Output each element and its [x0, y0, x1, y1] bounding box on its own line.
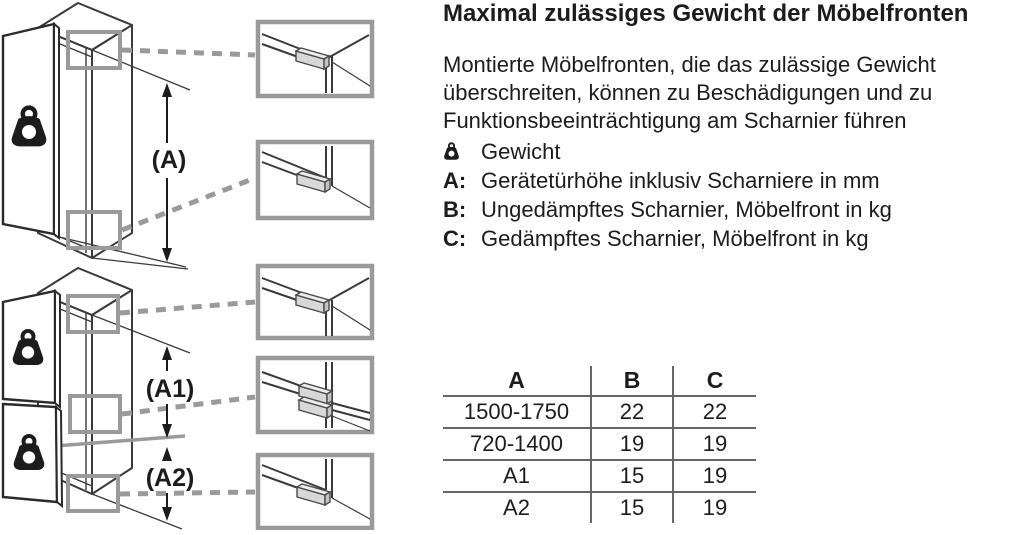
legend-item-weight — [443, 137, 892, 166]
table-row — [443, 460, 756, 492]
cell-b-value: 19 — [591, 428, 673, 460]
legend-item-key: B: — [443, 196, 467, 222]
weight-table — [443, 366, 756, 523]
legend-item-a — [443, 166, 892, 195]
dimension-a1 — [146, 346, 195, 438]
cell-c-value: 19 — [673, 428, 756, 460]
furniture-front-panel — [3, 24, 59, 238]
furniture-front-panel-upper — [3, 291, 60, 407]
dimension-label-a: (A) — [151, 146, 187, 174]
weight-icon — [443, 142, 481, 161]
legend-item-key: A: — [443, 167, 467, 193]
hinge-callout-box-bottom — [68, 212, 120, 248]
table-row — [443, 492, 756, 523]
dimension-a — [152, 83, 187, 262]
dimension-extension-lines — [92, 315, 190, 529]
legend — [443, 137, 892, 253]
callout-connector-line — [120, 302, 255, 313]
callout-connector-line — [122, 50, 255, 55]
text-column — [443, 0, 1021, 530]
single-door-unit-figure — [3, 3, 372, 269]
dimension-a2 — [146, 447, 195, 521]
callout-connector-line — [120, 492, 255, 494]
double-door-unit-figure — [3, 266, 372, 529]
intro-line: Funktionsbeeinträchtigung am Scharnier führen — [443, 108, 907, 133]
legend-item-b — [443, 195, 892, 224]
detail-view-middle-hinge-double — [258, 358, 372, 432]
cell-b-value: 15 — [591, 492, 673, 523]
legend-item-label: Gewicht — [481, 138, 561, 164]
detail-view-bottom-hinge-double — [258, 455, 372, 528]
intro-line: überschreiten, können zu Beschädigungen und zu — [443, 80, 933, 105]
cell-a1-label: A1 — [443, 460, 591, 492]
table-row — [443, 428, 756, 460]
cell-c-value: 22 — [673, 396, 756, 428]
legend-item-key: C: — [443, 225, 467, 251]
door-split-line — [55, 436, 185, 446]
legend-item-label: Gerätetürhöhe inklusiv Scharniere in mm — [481, 167, 880, 193]
dimension-label-a2: (A2) — [145, 464, 195, 492]
detail-view-bottom-hinge-single — [258, 142, 372, 218]
cell-b-value: 15 — [591, 460, 673, 492]
table-header-a: A — [443, 366, 591, 396]
table-header-b: B — [591, 366, 673, 396]
cell-a2-label: A2 — [503, 495, 530, 520]
cell-a-range-2: 720-1400 — [443, 428, 591, 460]
cell-c-value: 19 — [673, 460, 756, 492]
cell-c-value: 19 — [673, 492, 756, 523]
detail-view-top-hinge-double — [258, 266, 372, 338]
intro-paragraph — [443, 51, 936, 135]
table-header-c: C — [673, 366, 756, 396]
legend-item-label: Gedämpftes Scharnier, Möbelfront in kg — [481, 225, 869, 251]
cell-a-range-1: 1500-1750 — [443, 396, 591, 428]
callout-connector-line — [122, 178, 255, 230]
table-row — [443, 396, 756, 428]
installation-diagram-svg — [0, 0, 440, 530]
furniture-front-panel-lower — [3, 404, 62, 506]
detail-view-top-hinge-single — [258, 22, 372, 96]
dimension-label-a1: (A1) — [145, 375, 195, 403]
legend-item-c — [443, 224, 892, 253]
installation-diagram — [0, 0, 440, 530]
legend-item-label: Ungedämpftes Scharnier, Möbelfront in kg — [481, 196, 892, 222]
intro-line: Montierte Möbelfronten, die das zulässige Gewicht — [443, 52, 936, 77]
page-title: Maximal zulässiges Gewicht der Möbelfronten — [443, 0, 969, 27]
cell-b-value: 22 — [591, 396, 673, 428]
hinge-callout-box-middle — [70, 396, 120, 432]
table-header-row — [443, 366, 756, 396]
